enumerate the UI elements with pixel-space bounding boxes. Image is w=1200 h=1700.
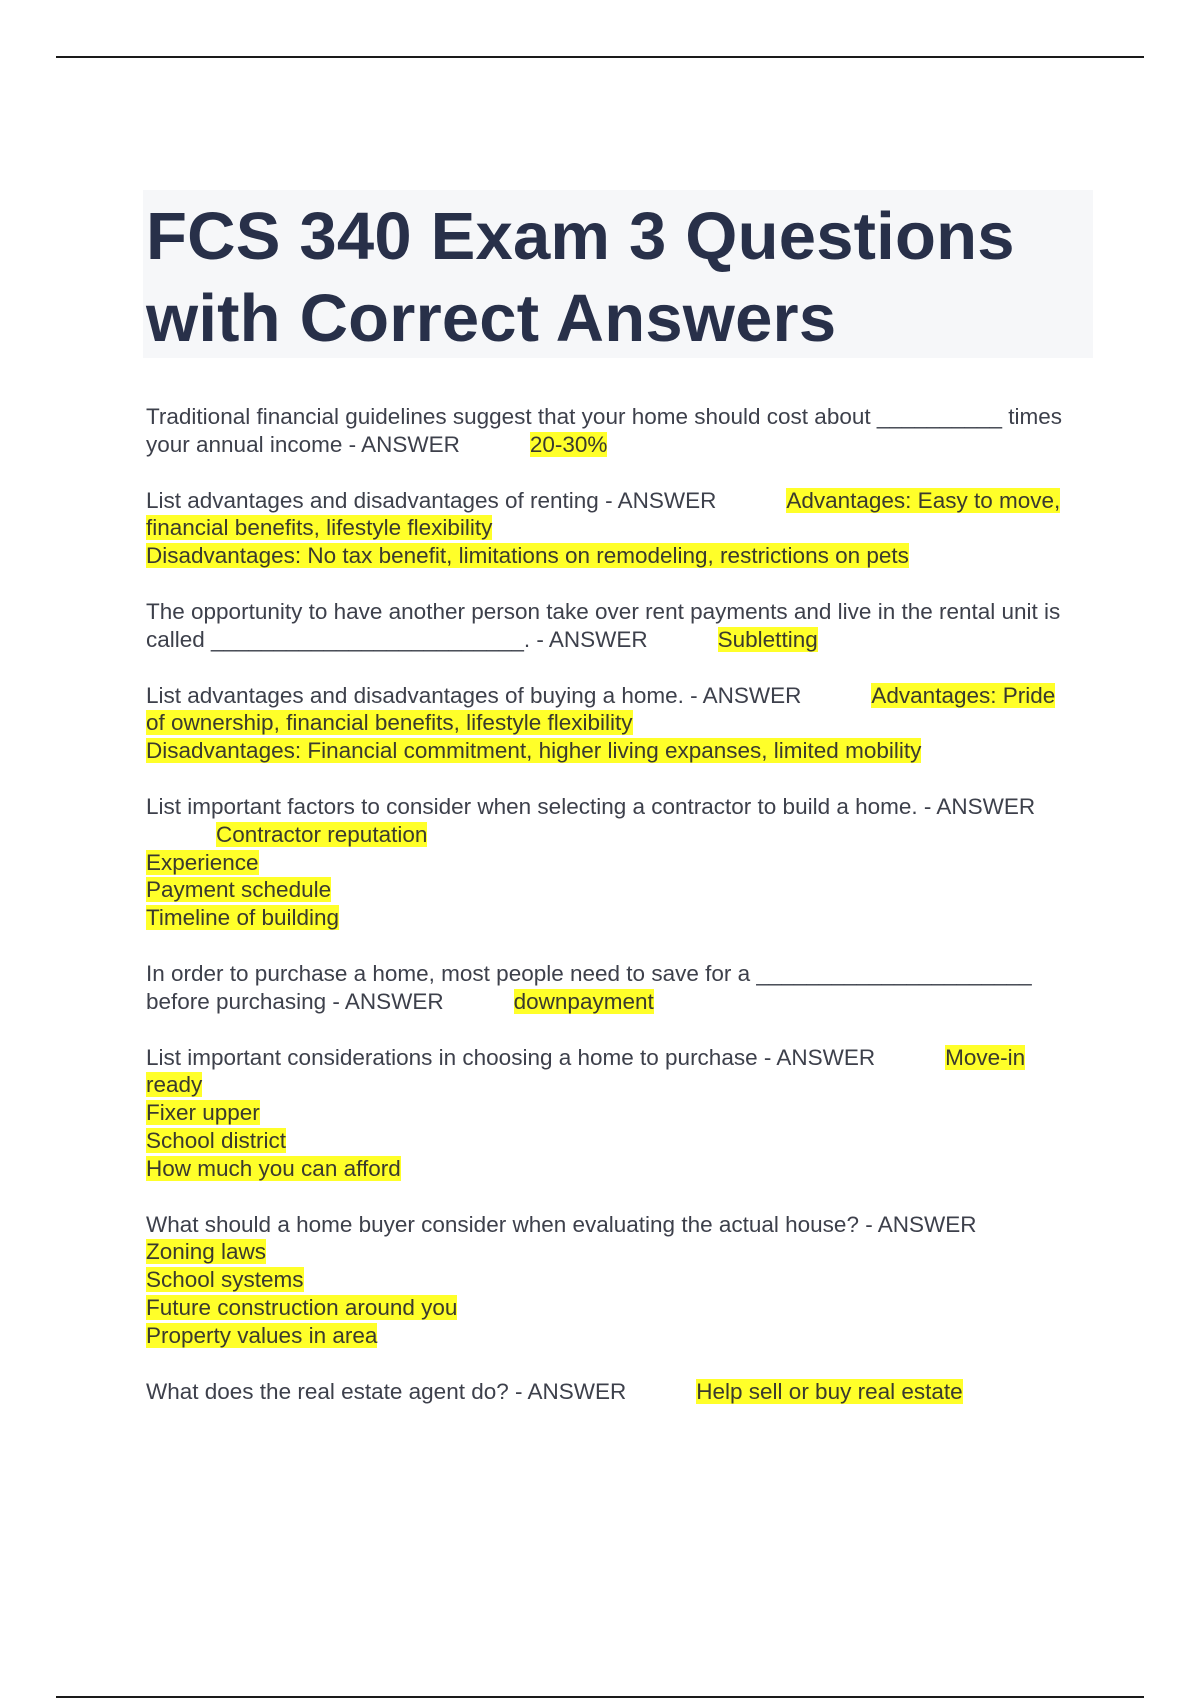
question-text: List important factors to consider when selecting a contractor to build a home. - ANSWER xyxy=(146,793,1036,819)
answer-line: Disadvantages: Financial commitment, higher living expanses, limited mobility xyxy=(146,738,922,764)
qa-item xyxy=(146,403,1076,459)
question-text: What should a home buyer consider when evaluating the actual house? - ANSWER xyxy=(146,1211,977,1237)
answer-line: How much you can afford xyxy=(146,1155,401,1181)
qa-item xyxy=(146,1378,1076,1406)
answer-text: Advantages: Pride of ownership, financial benefits, lifestyle flexibility xyxy=(146,682,1056,736)
answer-text: Advantages: Easy to move, financial benefits, lifestyle flexibility xyxy=(146,487,1061,541)
question-text: List important considerations in choosing a home to purchase - ANSWER xyxy=(146,1044,876,1070)
qa-item xyxy=(146,682,1076,765)
answer-line: Experience xyxy=(146,849,259,875)
question-text: What does the real estate agent do? - ANSWER xyxy=(146,1378,627,1404)
header-rule xyxy=(56,56,1144,58)
question-text: The opportunity to have another person take over rent payments and live in the rental unit is called _________________________. - ANSWER xyxy=(146,598,1061,652)
question-text: Traditional financial guidelines suggest that your home should cost about __________ times your annual income - ANSWER xyxy=(146,404,1063,457)
qa-list xyxy=(146,403,1076,1433)
qa-item xyxy=(146,793,1076,932)
title-block xyxy=(143,190,1093,358)
answer-text: Move-in ready xyxy=(146,1044,1026,1098)
qa-item xyxy=(146,960,1076,1016)
answer-line: Future construction around you xyxy=(146,1294,458,1320)
answer-text: 20-30% xyxy=(529,431,608,457)
answer-line: Fixer upper xyxy=(146,1100,260,1126)
qa-item xyxy=(146,598,1076,654)
answer-line: Payment schedule xyxy=(146,877,332,903)
answer-line: School systems xyxy=(146,1267,304,1293)
page-title: FCS 340 Exam 3 Questions with Correct Answers xyxy=(146,199,1015,356)
question-text: In order to purchase a home, most people need to save for a ______________________ before purchasing - ANSWER xyxy=(146,960,1032,1014)
answer-text: Subletting xyxy=(717,626,818,652)
answer-line: Disadvantages: No tax benefit, limitations on remodeling, restrictions on pets xyxy=(146,543,909,569)
qa-item xyxy=(146,1044,1076,1183)
footer-rule xyxy=(56,1696,1144,1698)
qa-item xyxy=(146,487,1076,570)
question-text: List advantages and disadvantages of buying a home. - ANSWER xyxy=(146,682,802,708)
question-text: List advantages and disadvantages of renting - ANSWER xyxy=(146,487,717,513)
answer-line: School district xyxy=(146,1127,287,1153)
qa-item xyxy=(146,1211,1076,1350)
answer-line: Timeline of building xyxy=(146,905,340,931)
answer-text: Contractor reputation xyxy=(216,821,428,847)
answer-line: Property values in area xyxy=(146,1322,378,1348)
answer-text: Help sell or buy real estate xyxy=(696,1378,963,1404)
answer-text: downpayment xyxy=(513,988,654,1014)
answer-line: Zoning laws xyxy=(146,1239,267,1265)
